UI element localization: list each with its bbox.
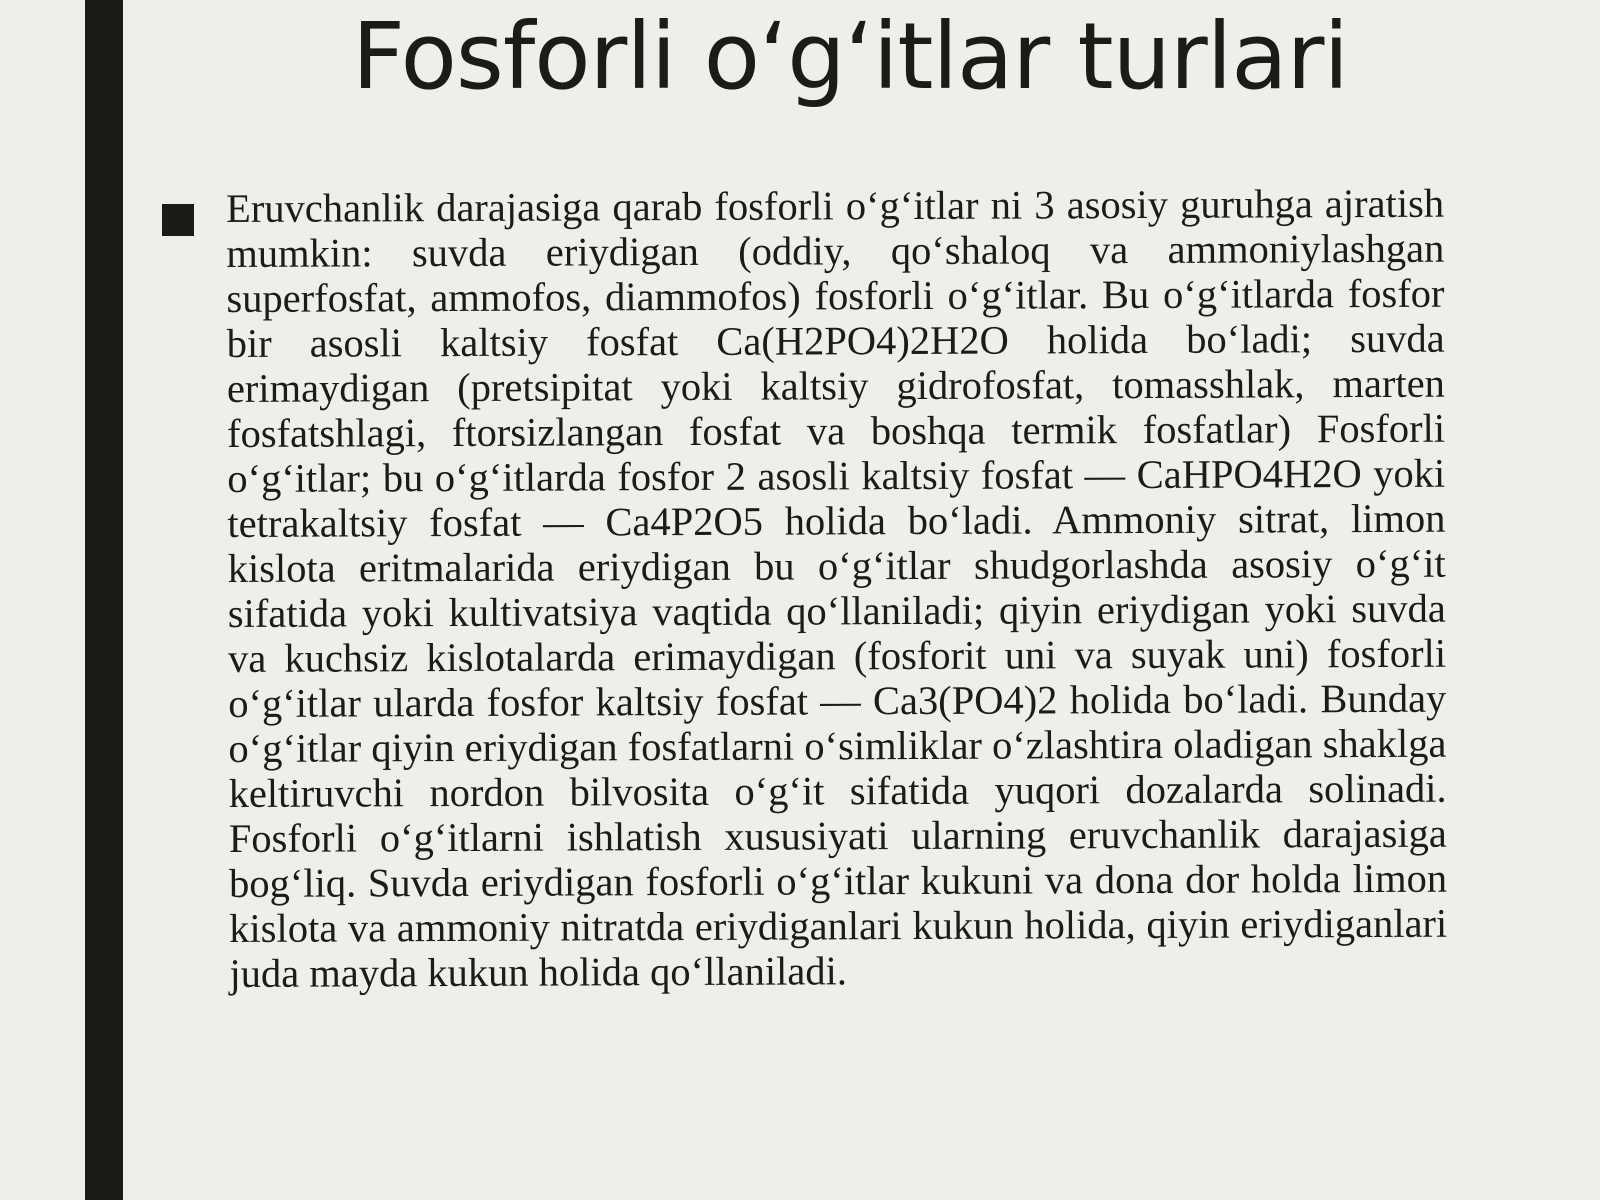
slide-title: Fosforli o‘g‘itlar turlari <box>351 3 1349 110</box>
left-accent-bar <box>85 0 123 1200</box>
square-bullet-icon <box>162 204 194 236</box>
slide-content <box>160 180 1450 996</box>
body-paragraph: Eruvchanlik darajasiga qarab fosforli o‘g‘itlar ni 3 asosiy guruhga ajratish mumkin: suvda eriydigan (oddiy, qo‘shaloq va ammoniylashgan superfosfat, ammofos, diammofos) fosforli o‘g‘itlar. Bu o‘g‘itlarda fosfor bir asosli kaltsiy fosfat Ca(H2PO4)2H2O holida bo‘ladi; suvda erimaydigan (pretsipitat yoki kaltsiy gidrofosfat, tomasshlak, marten fosfatshlagi, ftorsizlangan fosfat va boshqa termik fosfatlar) Fosforli o‘g‘itlar; bu o‘g‘itlarda fosfor 2 asosli kaltsiy fosfat — CaHPO4H2O yoki tetrakaltsiy fosfat — Ca4P2O5 holida bo‘ladi. Ammoniy sitrat, limon kislota eritmalarida eriydigan bu o‘g‘itlar shudgorlashda asosiy o‘g‘it sifatida yoki kultivatsiya vaqtida qo‘llaniladi; qiyin eriydigan yoki suvda va kuchsiz kislotalarda erimaydigan (fosforit uni va suyak uni) fosforli o‘g‘itlar ularda fosfor kaltsiy fosfat — Ca3(PO4)2 holida bo‘ladi. Bunday o‘g‘itlar qiyin eriydigan fosfatlarni o‘simliklar o‘zlashtira oladigan shaklga keltiruvchi nordon bilvosita o‘g‘it sifatida yuqori dozalarda solinadi. Fosforli o‘g‘itlarni ishlatish xususiyati ularning eruvchanlik darajasiga bog‘liq. Suvda eriydigan fosforli o‘g‘itlar kukuni va dona dor holda limon kislota va ammoniy nitratda eriydiganlari kukun holida, qiyin eriydiganlari juda mayda kukun holida qo‘llaniladi. <box>226 180 1448 996</box>
